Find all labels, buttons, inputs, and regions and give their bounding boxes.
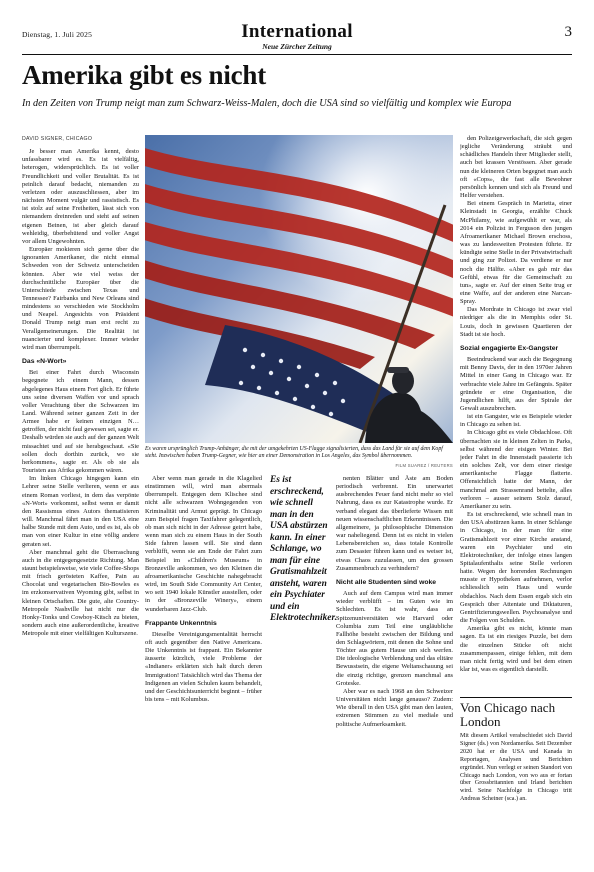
related-text: Mit diesem Artikel verabschiedet sich David Signer (ds.) von Nordamerika. Seit Dezember 2020 hat er die USA und Kanada in Reportagen, Analysen und Berichten ergründet. Nun verlegt er seinen Standort von Chicago nach London, von wo aus er fortan über Grossbritannien und Irland berichten wird. Seine Nachfolge in Chicago tritt Andreas Scheiner (sca.) an.: [460, 733, 572, 803]
paragraph: Dieselbe Vereinigungsmentalität herrscht oft auch gegenüber den Native Americans. Die Unkenntnis ist frappant. Ein Bekannter äusserte kürzlich, viele Probleme der «Indianer» erklärten sich halt durch deren Immigration! Tatsächlich wird das Thema der Indigenen an vielen Schulen kaum behandelt, und der Geschichtsunterricht beginnt – früher bis tens – mit Kolumbus.: [145, 630, 262, 704]
headline: Amerika gibt es nicht: [22, 60, 267, 90]
byline: DAVID SIGNER, CHICAGO: [22, 136, 93, 142]
col2-body: [145, 475, 262, 614]
photo-flag-demonstration: [145, 135, 453, 443]
flag-photo-illustration: [145, 135, 453, 443]
caption-text: Es waren ursprünglich Trump-Anhänger, die mit der umgekehrten US-Flagge signalisierten, dass das Land für sie auf dem Kopf steht. Inzwischen haben Trump-Gegner, wie hier an einer Demonstration in Los Angeles, das Symbol übernommen.: [145, 446, 443, 460]
subhead-n-wort: Das «N-Wort»: [22, 358, 67, 366]
photo-caption: [145, 446, 453, 469]
col1-body-b: [22, 369, 139, 638]
paragraph: Aber war es nach 1968 an den Schweizer Universitäten nicht lange genauso? Zudem: Wie überall in den USA gibt man den lauten, extremen Stimmen zu viel mediale und politische Aufmerksamkeit.: [336, 687, 453, 728]
col1-body: [22, 148, 139, 352]
col2-body-b: [145, 631, 262, 704]
column-1: [22, 135, 139, 638]
issue-date: Dienstag, 1. Juli 2025: [22, 30, 93, 39]
related-title: Von Chicago nach London: [460, 700, 556, 729]
subhead-studenten: Nicht alle Studenten sind woke: [336, 578, 437, 586]
subhead-unkenntnis: Frappante Unkenntnis: [145, 619, 217, 627]
lead-text: In den Zeiten von Trump neigt man zum Schwarz-Weiss-Malen, doch die USA sind so vielfältig und komplex wie Europa: [22, 98, 512, 109]
masthead-center: [22, 22, 572, 51]
column-4: [460, 135, 572, 674]
photo-credit: FILM SUAREZ / REUTERS: [395, 462, 453, 468]
column-2: [145, 475, 262, 704]
paragraph: Das Mordrate in Chicago ist zwar viel niedriger als die in Memphis oder St. Louis, doch in gewissen Quartieren der Stadt ist sie hoch.: [460, 306, 572, 338]
paragraph: den Polizeigewerkschaft, die sich gegen jegliche Veränderung sträubt und schädliches Handeln ihrer Mitglieder stellt, auch bei krassen Verstössen. Aber gerade nun die kleineren Orten begegnet man auch oft «Cops», die fast alle Bewohner persönlich kennen und sich als Freund und Helfer verstehen.: [460, 135, 572, 200]
paragraph: Aber manchmal geht die Überraschung auch in die entgegengesetzte Richtung. Man staunt beispielsweise, wie viele Coffee-Shops mit frisch gerösteten Kaffee, Pain au Chocolat und vegetarischen Bio-Bowles es im erzkonservativen Wyoming gibt, selbst in kleinen Ortschaften. Die gute, alte Country-Metropole Nashville hat nicht nur die Honky-Tonks und Cowboy-Kitsch zu bieten, sondern auch eine außerordentliche, kreative Metropole mit einer vielfältigen Kulturszene.: [22, 548, 139, 638]
paragraph: Es ist erschreckend, wie schnell man in den USA abstürzen kann. In einer Schlange in Chicago, in der man für eine Gratismahlzeit vor einer Kirche anstand, waren ein Psychiater und ein Elektrotechniker, der infolge eines langen Spitalaufenthalts seine Stelle verloren hatte. Wegen der horrenden Rechnungen musste er Hypotheken aufnehmen, verlor schliesslich sein Haus und wurde obdachlos. Nach dem Essen ergab sich ein Gespräch über Attentate und Diktaturen, Gentrifizierungswellen. Psychoanalyse und die Folgen von Schulden.: [460, 511, 572, 625]
col3-body: [336, 475, 453, 573]
section-title: International: [241, 21, 353, 42]
col4-body: [460, 135, 572, 339]
paragraph: Im linken Chicago hingegen kann ein Lehrer seine Stelle verlieren, wenn er aus einem Roman vorliest, in dem das verpönte «N-Wort» vorkommt, selbst wenn er damit den Rassismus eines Autors thematisieren will. Manchmal fährt man in den USA eine halbe Stunde mit dem Auto, und es ist, als ob man von einer Kultur in eine völlig andere geraten sei.: [22, 475, 139, 548]
paragraph: Bei einem Gespräch in Marietta, einer Kleinstadt in Georgia, erzählte Chuck McPhilamy, wie aufgewühlt er war, als 2014 ein Polizist in Ferguson den jungen Afroamerikaner Michael Brown erschoss, was zu landesweiten Protesten führte. Er kündigte seine Stelle in der Privatwirtschaft und ging zur Polizei. Da verdiene er nur noch die Hälfte. «Aber es gab mir das Gefühl, etwas für die Gemeinschaft zu tun», sagte er. Auf der einen Seite trug er eine Waffe, auf der anderen eine Narcan-Spray.: [460, 200, 572, 306]
paragraph: Bei einer Fahrt durch Wisconsin begegnete ich einem Mann, dessen abgelegenes Haus einem Fort glich. Er führte uns seine diversen Waffen vor und sprach voller Verachtung über die Schwarzen im Land. Während seiner ganzen Zeit in der Armee habe er keinen einzigen N… getroffen, der nicht faul gewesen sei, sagte er. Deshalb würden sie auch auf der ganzen Welt missachtet und auf sie herabgeschaut. «Sie sollen doch dorthin zurück, wo sie herkommen», sagte er. Als ob sie als Touristen aus Afrika gekommen wären.: [22, 369, 139, 475]
col5-body-b: [460, 511, 572, 674]
newspaper-name: Neue Zürcher Zeitung: [262, 42, 332, 51]
paragraph: Aber wenn man gerade in die Klagelied einstimmen will, wird man abermals überrumpelt. Entgegen dem Klischee sind nicht alle schwarzen Wohngegenden von Kriminalität und Armut geprägt. In Chicago zum Beispiel fragen Taxifahrer gelegentlich, ob man sich nicht in der Adresse geirrt habe, wenn man sich zu einem Haus in der South Side fahren lassen will. Sie sind dann verblüfft, wenn sie am Ende der Fahrt zum Beispiel im «Children's Museum» in Bronzeville ankommen, wo den Kleinen die afroamerikanische Geschichte nahegebracht wird, im South Side Community Art Center, wo seit 1940 lokale Künstler ausstellen, oder in der «Bronzeville Winery», einem wunderbaren Jazz-Club.: [145, 475, 262, 613]
paragraph: In Chicago gibt es viele Obdachlose. Oft übernachten sie in kleinen Zelten in Parks, selbst während der eisigen Winter. Bei jeder Fahrt in die Innenstadt passierte ich ein solches Zelt, vor dem einer riesige amerikanische Flagge flatterte. Offensichtlich hatte der Mann, der manchmal am Strassenrand bettelte, alles verloren – ausser seinem Stolz darauf, Amerikaner zu sein.: [460, 429, 572, 510]
related-box: [460, 697, 572, 804]
paragraph: Auch auf dem Campus wird man immer wieder verblüfft – im Guten wie im Schlechten. Es ist wahr, dass an Spitzenuniversitäten wie Harvard oder Columbia zum Teil eine ungläubliche Fallhöhe besteht zwischen der Bildung und den Schlagwörtern, mit denen die Sohne und Töchter aus gutem Hause um sich werfen. Die ideologische Verblendung und das elitäre Bewusstsein, die eigene Weltanschauung sei die einzig richtige, grenzen manchmal ans Groteske.: [336, 590, 453, 687]
paragraph: Europäer mokieren sich gerne über die ignoranten Amerikaner, die nicht einmal Schweden von der Schweiz unterscheiden könnten. Aber wie viel weiss der durchschnittliche Europäer über die Unterschiede zwischen Texas und Tennessee? Fairbanks und New Orleans sind mindestens so verschieden wie Stockholm und Neapel. Angesichts von Präsident Donald Trump neigt man erst recht zu Verallgemeinerungen. Die Realität ist nuancierter und komplexer. Immer wieder wird man überrumpelt.: [22, 246, 139, 351]
header-rule: [22, 54, 572, 55]
pull-quote: Es ist erschreckend, wie schnell man in den USA abstürzen kann. In einer Schlange, wo man für eine Gratismahlzeit ansteht, waren ein Psychiater und ein Elektrotechniker.: [270, 475, 337, 623]
page-number: 3: [564, 24, 572, 40]
col5-body: [460, 413, 572, 511]
paragraph: Amerika gibt es nicht, könnte man sagen. Es ist ein riesiges Puzzle, bei dem die einzelnen Stücke oft nicht zusammenpassen, einige fehlen, mit dem man nicht fertig wird und bei dem einen klar ist, was es eigentlich darstellt.: [460, 625, 572, 673]
masthead: [22, 21, 572, 51]
paragraph: nenten Blätter und Äste am Boden periodisch verbrennt. Ein unerwartet ausbrechendes Feuer fand nicht mehr so viel Nahrung, dass es zur Katastrophe wurde. Er verband elegant das überlieferte Wissen mit neuen wissenschaftlichen Erkenntnissen. Die allgemeinere, ja philosophische Dimension war naheliegend. Denn ist es nicht in vielen Lebensbereichen so, dass totale Kontrolle zum Desaster führen kann und es weiser ist, etwas Chaos zuzulassen, um den grossen Zusammenbruch zu verhindern?: [336, 475, 453, 572]
paragraph: Je besser man Amerika kennt, desto unfassbarer wird es. Es ist vielfältig, heterogen, widersprüchlich. Es ist voller Freundlichkeit und voller Brutalität. Es ist peinlich darauf bedacht, niemanden zu verletzen oder auszuschliessen, aber im nächsten Moment vulgär und rassistisch. Es ist stolz auf seine Freiheiten, lässt sich von niemandem dreinreden und steht auf seinen eigenen Beinen, ist aber gleich darauf wehleidig, überbehütend und voller Angst vor allem Ungewohnten.: [22, 148, 139, 245]
subhead-ex-gangster: Sozial engagierte Ex-Gangster: [460, 344, 559, 352]
paragraph: ist ein Gangster, wie es Beispiele wieder in Chicago zu sehen ist.: [460, 413, 572, 429]
col4-body-b: [460, 356, 572, 413]
col3-body-b: [336, 590, 453, 729]
column-3: [336, 475, 453, 729]
paragraph: Beeindruckend war auch die Begegnung mit Benny Davis, der in den 1970er Jahren Mittel in einer Gang in Chicago war. Er verbrachte viele Jahre im Gefängnis. Später gründete er eine Organisation, die Jugendlichen hilft, aus der Spirale der Gewalt auszubrechen.: [460, 356, 572, 412]
